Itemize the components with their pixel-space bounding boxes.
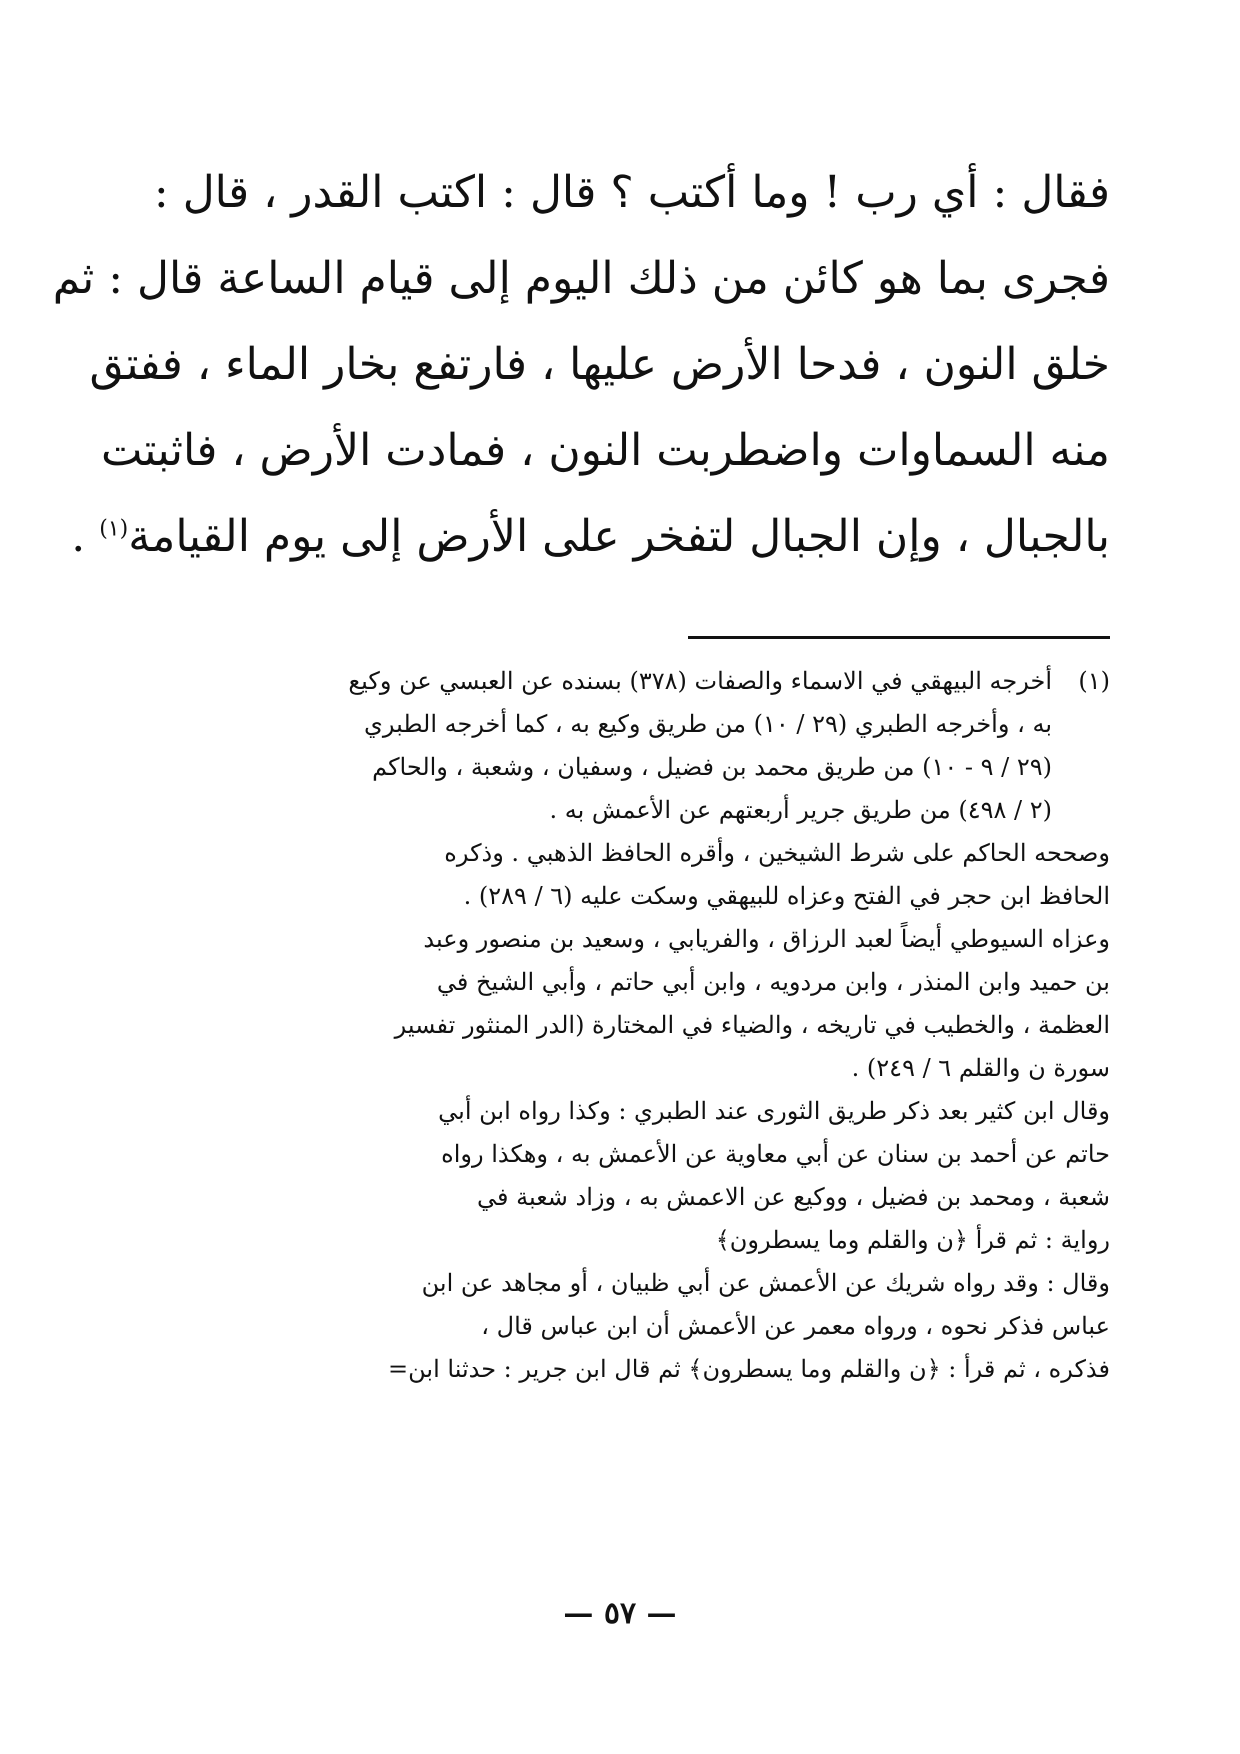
- footnote-line: [185, 660, 1110, 703]
- footnote-line: الحافظ ابن حجر في الفتح وعزاه للبيهقي وسكت عليه (٦ / ٢٨٩) .: [463, 882, 1110, 910]
- footnote-line: بن حميد وابن المنذر ، وابن مردويه ، وابن أبي حاتم ، وأبي الشيخ في: [436, 968, 1110, 996]
- footnote-separator-rule: [688, 636, 1110, 639]
- main-text-line: فجرى بما هو كائن من ذلك اليوم إلى قيام الساعة قال : ثم: [52, 253, 1110, 304]
- main-text-last-line: [71, 494, 1110, 580]
- main-text-line: فقال : أي رب ! وما أكتب ؟ قال : اكتب القدر ، قال :: [153, 167, 1110, 218]
- footnote-line: (٢ / ٤٩٨) من طريق جرير أربعتهم عن الأعمش به .: [549, 796, 1052, 824]
- footnote-reference: (١): [99, 516, 129, 542]
- footnote-line: شعبة ، ومحمد بن فضيل ، ووكيع عن الاعمش به ، وزاد شعبة في: [477, 1183, 1110, 1211]
- page-number: — ٥٧ —: [563, 1596, 677, 1631]
- end-punctuation: .: [71, 511, 100, 562]
- footnote-line: به ، وأخرجه الطبري (٢٩ / ١٠) من طريق وكيع به ، كما أخرجه الطبري: [364, 710, 1052, 738]
- footnote-line: حاتم عن أحمد بن سنان عن أبي معاوية عن الأعمش به ، وهكذا رواه: [441, 1140, 1110, 1168]
- footnote-block: [185, 660, 1110, 1391]
- footnote-line: وعزاه السيوطي أيضاً لعبد الرزاق ، والفريابي ، وسعيد بن منصور وعبد: [423, 925, 1110, 953]
- footnote-line: (٢٩ / ٩ - ١٠) من طريق محمد بن فضيل ، وسفيان ، وشعبة ، والحاكم: [372, 753, 1052, 781]
- main-text-line: خلق النون ، فدحا الأرض عليها ، فارتفع بخار الماء ، ففتق: [89, 339, 1110, 390]
- footnote-line: العظمة ، والخطيب في تاريخه ، والضياء في المختارة (الدر المنثور تفسير: [394, 1011, 1110, 1039]
- footnote-line: وقال : وقد رواه شريك عن الأعمش عن أبي ظبيان ، أو مجاهد عن ابن: [421, 1269, 1110, 1297]
- footnote-line: وصححه الحاكم على شرط الشيخين ، وأقره الحافظ الذهبي . وذكره: [444, 839, 1110, 867]
- footnote-number: (١): [1078, 667, 1110, 695]
- main-text-line: بالجبال ، وإن الجبال لتفخر على الأرض إلى يوم القيامة: [128, 511, 1110, 562]
- footnote-line: فذكره ، ثم قرأ : ﴿ن والقلم وما يسطرون﴾ ثم قال ابن جرير : حدثنا ابن=: [388, 1355, 1110, 1383]
- main-text-block: [52, 150, 1110, 580]
- footnote-line: وقال ابن كثير بعد ذكر طريق الثورى عند الطبري : وكذا رواه ابن أبي: [438, 1097, 1110, 1125]
- footnote-line: سورة ن والقلم ٦ / ٢٤٩) .: [851, 1054, 1110, 1082]
- footnote-line: عباس فذكر نحوه ، ورواه معمر عن الأعمش أن ابن عباس قال ،: [481, 1312, 1110, 1340]
- footnote-line: رواية : ثم قرأ ﴿ن والقلم وما يسطرون﴾: [715, 1226, 1110, 1254]
- footnote-text: أخرجه البيهقي في الاسماء والصفات (٣٧٨) بسنده عن العبسي عن وكيع: [348, 667, 1052, 695]
- main-text-line: منه السماوات واضطربت النون ، فمادت الأرض ، فاثبتت: [100, 425, 1110, 476]
